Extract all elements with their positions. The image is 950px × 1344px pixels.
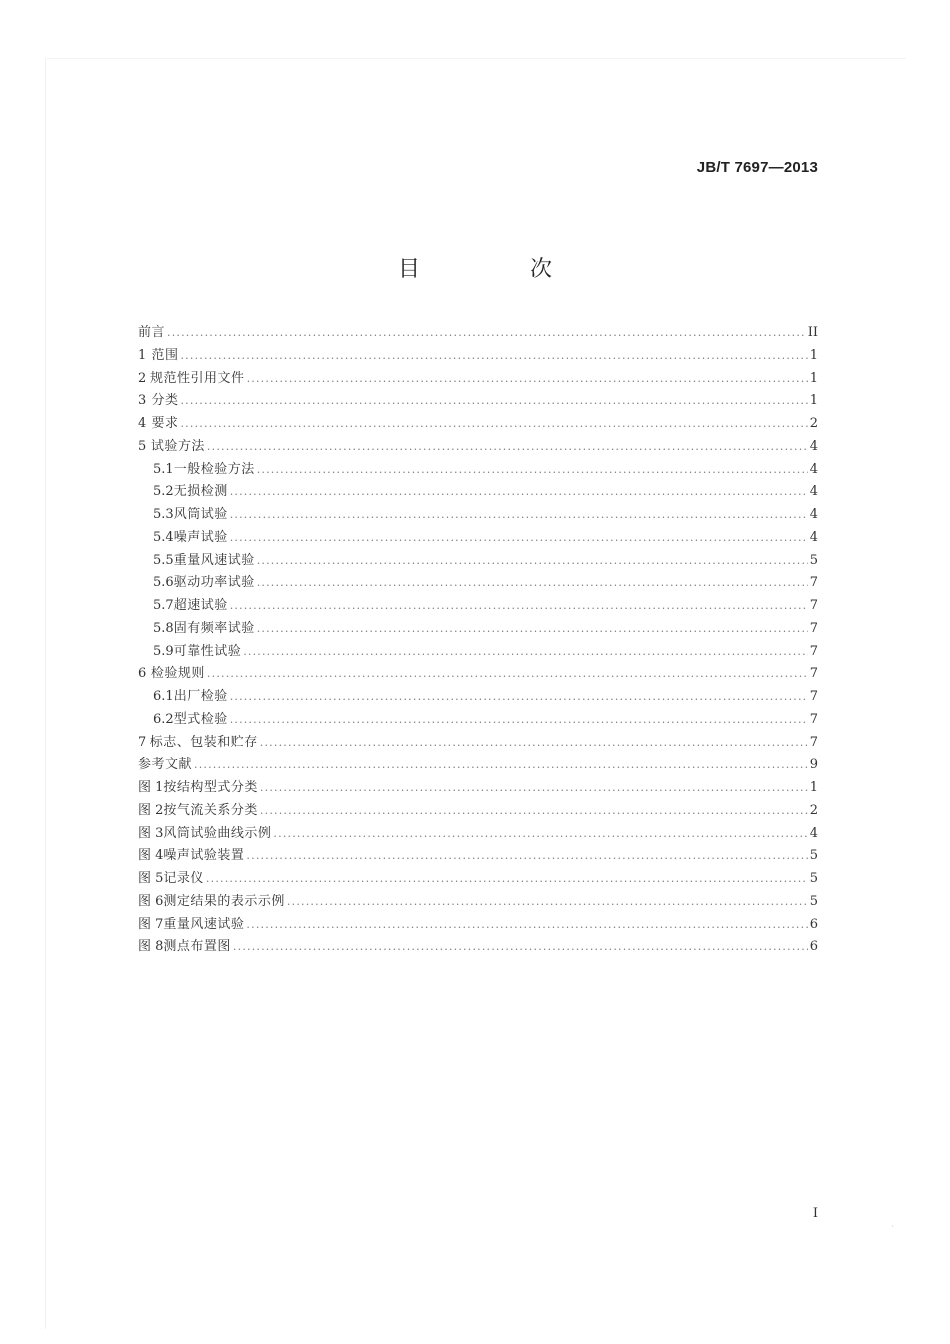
toc-entry-title: 可靠性试验 [173, 643, 242, 659]
toc-entry-number: 图 4 [138, 848, 164, 864]
dot-leader [180, 390, 807, 413]
toc-entry-number: 5.6 [153, 575, 174, 591]
dot-leader [167, 322, 806, 345]
table-of-contents [138, 322, 818, 959]
dot-leader [206, 868, 808, 891]
toc-entry-number: 7 [138, 734, 147, 750]
toc-entry-page: 1 [809, 780, 818, 795]
toc-entry-title: 试验方法 [150, 438, 205, 454]
toc-entry[interactable] [138, 527, 818, 550]
toc-entry-number: 图 7 [138, 916, 164, 932]
toc-entry-number: 5.2 [153, 484, 174, 500]
toc-entry-number: 3 [138, 393, 147, 409]
toc-entry-title: 范围 [151, 347, 179, 363]
toc-entry[interactable] [138, 800, 818, 823]
toc-entry-title: 规范性引用文件 [150, 370, 245, 386]
toc-entry[interactable] [138, 595, 818, 618]
toc-entry-page: 7 [809, 598, 818, 613]
toc-entry-page: 5 [809, 871, 818, 886]
toc-entry-page: 7 [809, 666, 818, 682]
toc-entry-page: 5 [809, 848, 818, 864]
dot-leader [260, 800, 808, 823]
toc-entry[interactable] [138, 663, 818, 686]
toc-entry-title: 重量风速试验 [173, 552, 255, 568]
toc-entry-title: 检验规则 [150, 666, 205, 682]
toc-entry[interactable] [138, 914, 818, 937]
toc-entry[interactable] [138, 459, 818, 482]
dot-leader [257, 459, 808, 482]
toc-entry-page: 4 [809, 825, 818, 841]
toc-entry-title: 驱动功率试验 [173, 575, 255, 591]
dot-leader [230, 595, 808, 618]
dot-leader [230, 527, 808, 550]
page-number: I [812, 1206, 818, 1221]
toc-entry[interactable] [138, 936, 818, 959]
toc-entry-title: 固有频率试验 [173, 620, 255, 636]
toc-entry[interactable] [138, 845, 818, 868]
toc-entry[interactable] [138, 368, 818, 391]
dot-leader [257, 550, 808, 573]
toc-entry-page: 7 [809, 643, 818, 659]
toc-entry[interactable] [138, 504, 818, 527]
toc-entry-title: 测定结果的表示示例 [163, 893, 285, 909]
dot-leader [287, 891, 808, 914]
toc-entry-title: 标志、包装和贮存 [149, 734, 258, 750]
toc-entry-page: 4 [809, 484, 818, 500]
dot-leader [230, 709, 808, 732]
dot-leader [207, 436, 808, 459]
toc-entry-title: 一般检验方法 [173, 461, 255, 477]
toc-entry[interactable] [138, 345, 818, 368]
dot-leader [233, 936, 808, 959]
dot-leader [246, 914, 807, 937]
toc-entry[interactable] [138, 618, 818, 641]
toc-entry-title: 记录仪 [163, 871, 204, 886]
toc-entry-page: 2 [809, 416, 818, 431]
toc-entry-title: 要求 [151, 416, 179, 431]
toc-entry-page: 4 [809, 507, 818, 522]
toc-entry-page: 7 [809, 711, 818, 727]
toc-entry-title: 风筒试验曲线示例 [163, 825, 272, 841]
toc-entry-page: 5 [809, 893, 818, 909]
toc-entry-number: 2 [138, 370, 147, 386]
toc-entry-page: 6 [809, 916, 818, 932]
toc-entry-title: 按气流关系分类 [163, 802, 258, 818]
toc-entry[interactable] [138, 390, 818, 413]
toc-entry-title: 重量风速试验 [163, 916, 245, 932]
toc-title: 目 次 [397, 257, 596, 282]
toc-entry-page: 6 [809, 939, 818, 955]
toc-entry-number: 5 [138, 438, 147, 454]
dot-leader [230, 504, 808, 527]
toc-entry-number: 5.5 [153, 552, 174, 568]
dot-leader [246, 845, 807, 868]
dot-leader [247, 368, 808, 391]
toc-entry-title: 前言 [138, 325, 166, 340]
dot-leader [207, 663, 808, 686]
toc-entry-number: 1 [138, 347, 147, 363]
toc-entry-number: 图 8 [138, 939, 164, 955]
standard-id: JB/T 7697—2013 [696, 159, 818, 176]
dot-leader [257, 572, 808, 595]
toc-entry[interactable] [138, 641, 818, 664]
dot-leader [260, 732, 808, 755]
toc-entry-page: II [807, 325, 818, 340]
toc-entry-page: 1 [809, 370, 818, 386]
toc-entry-number: 图 5 [138, 871, 164, 886]
toc-entry-number: 6.1 [153, 689, 174, 704]
toc-entry-title: 风筒试验 [173, 507, 228, 522]
toc-entry-title: 型式检验 [173, 711, 228, 727]
toc-entry-page: 1 [809, 347, 818, 363]
toc-entry-number: 图 3 [138, 825, 164, 841]
toc-entry-page: 2 [809, 802, 818, 818]
toc-entry-title: 无损检测 [173, 484, 228, 500]
toc-entry-number: 5.4 [153, 529, 174, 545]
toc-entry-number: 5.1 [153, 461, 174, 477]
toc-entry[interactable] [138, 868, 818, 891]
toc-entry-title: 分类 [151, 393, 179, 409]
toc-entry-number: 图 6 [138, 893, 164, 909]
toc-entry[interactable] [138, 436, 818, 459]
toc-entry[interactable] [138, 754, 818, 777]
toc-entry[interactable] [138, 550, 818, 573]
toc-entry-number: 5.3 [153, 507, 174, 522]
toc-entry-page: 4 [809, 438, 818, 454]
dot-leader [180, 345, 807, 368]
toc-entry[interactable] [138, 891, 818, 914]
toc-entry-number: 图 2 [138, 802, 164, 818]
dot-leader [230, 481, 808, 504]
toc-entry-number: 6 [138, 666, 147, 682]
toc-entry[interactable] [138, 686, 818, 709]
toc-entry-page: 7 [809, 620, 818, 636]
dot-leader [194, 754, 808, 777]
toc-entry-page: 9 [809, 757, 818, 773]
toc-entry[interactable] [138, 413, 818, 436]
toc-entry[interactable] [138, 709, 818, 732]
toc-entry-page: 5 [809, 552, 818, 568]
toc-entry[interactable] [138, 823, 818, 846]
toc-entry-title: 测点布置图 [163, 939, 231, 955]
dot-leader [257, 618, 808, 641]
toc-entry-title: 超速试验 [173, 598, 228, 613]
toc-entry-title: 噪声试验 [173, 529, 228, 545]
toc-entry-number: 4 [138, 416, 147, 431]
toc-entry-number: 5.9 [153, 643, 174, 659]
toc-entry[interactable] [138, 777, 818, 800]
toc-entry[interactable] [138, 732, 818, 755]
toc-entry-number: 5.7 [153, 598, 174, 613]
dot-leader [260, 777, 808, 800]
toc-entry-title: 按结构型式分类 [163, 780, 258, 795]
toc-entry-title: 出厂检验 [173, 689, 228, 704]
toc-entry-page: 4 [809, 461, 818, 477]
toc-entry-page: 1 [809, 393, 818, 409]
toc-entry-title: 参考文献 [138, 757, 193, 773]
toc-entry-number: 5.8 [153, 620, 174, 636]
toc-entry-page: 7 [809, 734, 818, 750]
toc-entry[interactable] [138, 572, 818, 595]
toc-entry-title: 噪声试验装置 [163, 848, 245, 864]
toc-entry[interactable] [138, 481, 818, 504]
dot-leader [230, 686, 808, 709]
toc-entry-page: 7 [809, 689, 818, 704]
toc-entry-number: 6.2 [153, 711, 174, 727]
toc-entry-page: 4 [809, 529, 818, 545]
dot-leader [180, 413, 807, 436]
scan-speck: · [891, 1222, 894, 1231]
toc-entry-page: 7 [809, 575, 818, 591]
dot-leader [273, 823, 807, 846]
dot-leader [243, 641, 808, 664]
toc-entry-number: 图 1 [138, 780, 164, 795]
toc-entry[interactable] [138, 322, 818, 345]
